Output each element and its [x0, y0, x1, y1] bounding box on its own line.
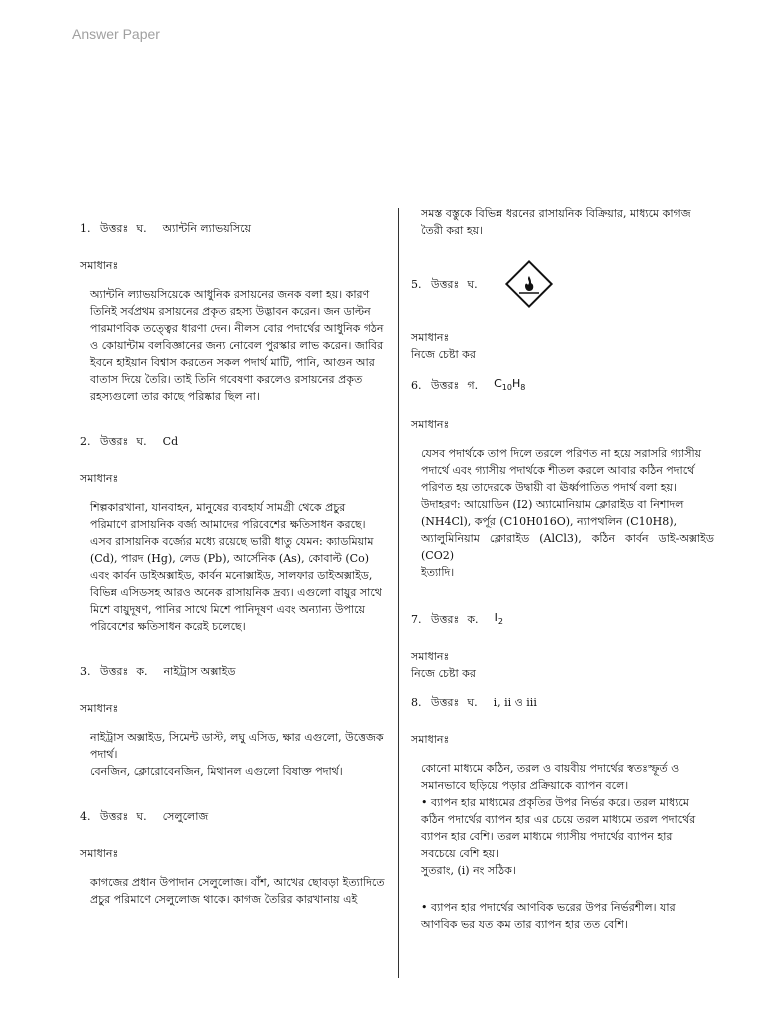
- text-line: রহস্যগুলো তার কাছে পরিষ্কার ছিল না।: [90, 390, 260, 403]
- text-line: (Cd), পারদ (Hg), লেড (Pb), আর্সেনিক (As), কোবাল্ট (Co): [90, 552, 369, 565]
- solution-paragraph: [421, 445, 714, 581]
- question-number: 2.: [80, 435, 91, 448]
- text-line: • ব্যাপন হার মাধ্যমের প্রকৃতির উপর নির্ভর করে। তরল মাধ্যমে: [421, 796, 689, 810]
- answer-text: সেলুলোজ: [162, 810, 209, 823]
- answer-text: i, ii ও iii: [493, 696, 537, 710]
- text-line: সমস্ত বস্তুকে বিভিন্ন ধরনের রাসায়নিক বিক্রিয়ার, মাধ্যমে কাগজ: [421, 207, 691, 220]
- question-number: 1.: [80, 222, 91, 235]
- formula-part: H: [511, 377, 521, 390]
- column-divider: [398, 208, 399, 978]
- text-line: প্রচুর পরিমাণে সেলুলোজ থাকে। কাগজ তৈরির কারখানায় এই: [90, 893, 358, 906]
- text-line: তিনিই সর্বপ্রথম রসায়নের প্রকৃত রহস্য উদ্ভাবন করেন। জন ডাল্টন: [90, 305, 371, 318]
- solution-label: সমাধানঃ: [411, 733, 450, 747]
- text-line: পরিণত হয় তাদেরকে উদ্বায়ী বা ঊর্ধ্বপাতিত পদার্থ বলা হয়।: [421, 481, 677, 495]
- formula-subscript: 10: [501, 383, 512, 393]
- text-line: কোনো মাধ্যমে কঠিন, তরল ও বায়বীয় পদার্থের স্বতঃস্ফূর্ত ও: [421, 762, 680, 776]
- text-line: আণবিক ভর যত কম তার ব্যাপন হার তত বেশি।: [421, 918, 628, 932]
- answer-option: ঘ.: [136, 222, 147, 235]
- text-line: ইবনে হাইয়ান বিশ্বাস করতেন সকল পদার্থ মাটি, পানি, আগুন আর: [90, 356, 375, 369]
- text-line: কঠিন পদার্থের ব্যাপন হার এর চেয়ে তরল মাধ্যমে তরল পদার্থের: [421, 813, 696, 827]
- answer-label: উত্তরঃ: [100, 665, 129, 678]
- text-line: পরিমাণে রাসায়নিক বর্জ্য আমাদের পরিবেশের ক্ষতিসাধন করছে।: [90, 518, 366, 531]
- text-line: (NH4Cl), কর্পূর (C10H016O), ন্যাপথলিন (C10H8),: [421, 515, 678, 529]
- solution-paragraph: [90, 729, 386, 780]
- question-number: 5.: [411, 277, 422, 291]
- answer-option: ক.: [467, 613, 479, 627]
- text-line: বেনজিন, ক্লোরোবেনজিন, মিথানল এগুলো বিষাক্ত পদার্থ।: [90, 765, 343, 778]
- solution-label: সমাধানঃ: [80, 847, 119, 860]
- answer-option: ঘ.: [467, 696, 478, 710]
- question-7-answer: [411, 609, 714, 630]
- question-3-answer: [80, 663, 386, 680]
- answer-label: উত্তরঃ: [431, 277, 460, 291]
- text-line: সমানভাবে ছড়িয়ে পড়ার প্রক্রিয়াকে ব্যাপন বলে।: [421, 779, 629, 793]
- text-line: পদার্থ।: [90, 748, 118, 761]
- right-column: [411, 205, 714, 933]
- answer-label: উত্তরঃ: [431, 379, 460, 393]
- solution-paragraph: [90, 286, 386, 405]
- text-line: • ব্যাপন হার পদার্থের আণবিক ভরের উপর নির্ভরশীল। যার: [421, 901, 676, 915]
- question-8-answer: [411, 694, 714, 711]
- question-5-answer: [411, 267, 714, 301]
- text-line: নাইট্রাস অক্সাইড, সিমেন্ট ডাস্ট, লঘু এসিড, ক্ষার এগুলো, উত্তেজক: [90, 731, 384, 744]
- document-header: Answer Paper: [72, 26, 160, 42]
- text-line: কাগজের প্রধান উপাদান সেলুলোজ। বাঁশ, আখের ছোবড়া ইত্যাদিতে: [90, 876, 385, 889]
- question-number: 7.: [411, 613, 422, 627]
- text-line: অ্যালুমিনিয়াম ক্লোরাইড (AlCl3), কঠিন কার্বন ডাই-অক্সাইড (CO2): [421, 532, 714, 563]
- question-6-answer: [411, 375, 714, 396]
- question-2-answer: [80, 433, 386, 450]
- text-line: সবচেয়ে বেশি হয়।: [421, 847, 500, 861]
- answer-option: ঘ.: [136, 435, 147, 448]
- solution-paragraph: [90, 499, 386, 635]
- solution-label: সমাধানঃ: [411, 418, 450, 432]
- text-line: এসব রাসায়নিক বর্জ্যের মধ্যে রয়েছে ভারী ধাতু যেমন: ক্যাডমিয়াম: [90, 535, 374, 548]
- answer-label: উত্তরঃ: [431, 613, 460, 627]
- answer-label: উত্তরঃ: [100, 435, 129, 448]
- answer-option: গ.: [467, 379, 479, 393]
- answer-option: ঘ.: [136, 810, 147, 823]
- solution-note: নিজে চেষ্টা কর: [411, 667, 476, 681]
- continued-paragraph: [421, 205, 714, 239]
- text-line: উদাহরণ: আয়োডিন (I2) অ্যামোনিয়াম ক্লোরাইড বা নিশাদল: [421, 498, 684, 512]
- answer-text: Cd: [162, 435, 179, 448]
- text-line: ইত্যাদি।: [421, 566, 455, 580]
- question-4-answer: [80, 808, 386, 825]
- text-line: তৈরী করা হয়।: [421, 224, 484, 237]
- text-line: ও কোয়ান্টাম বলবিজ্ঞানের জন্য নোবেল পুরস্কার লাভ করেন। জাবির: [90, 339, 384, 352]
- text-line: শিল্পকারখানা, যানবাহন, মানুষের ব্যবহার্য সামগ্রী থেকে প্রচুর: [90, 501, 346, 514]
- question-number: 8.: [411, 696, 422, 710]
- solution-label: সমাধানঃ: [80, 702, 119, 715]
- text-line: পারমাণবিক তত্ত্বের ধারণা দেন। নীলস বোর পদার্থের আধুনিক গঠন: [90, 322, 384, 335]
- solution-paragraph: [421, 899, 714, 933]
- text-line: বিভিন্ন এসিডসহ আরও অনেক রাসায়নিক দ্রব্য। এগুলো বায়ুর সাথে: [90, 586, 382, 599]
- text-line: পদার্থে এবং গ্যাসীয় পদার্থকে শীতল করলে আবার কঠিন পদার্থে: [421, 464, 695, 478]
- answer-text: অ্যান্টনি ল্যাভয়সিয়ে: [162, 222, 251, 235]
- answer-label: উত্তরঃ: [100, 810, 129, 823]
- answer-option: ঘ.: [467, 277, 478, 291]
- formula-subscript: 2: [497, 617, 503, 627]
- solution-label: সমাধানঃ: [80, 259, 119, 272]
- solution-paragraph: [90, 874, 386, 908]
- solution-paragraph: [421, 760, 714, 879]
- question-1-answer: [80, 220, 386, 237]
- solution-label: সমাধানঃ: [80, 472, 119, 485]
- text-line: যেসব পদার্থকে তাপ দিলে তরলে পরিণত না হয়ে সরাসরি গ্যাসীয়: [421, 447, 702, 461]
- answer-formula: [495, 609, 503, 630]
- answer-label: উত্তরঃ: [100, 222, 129, 235]
- text-line: ব্যাপন হার বেশি। তরল মাধ্যমে গ্যাসীয় পদার্থের ব্যাপন হার: [421, 830, 673, 844]
- text-line: বাতাস দিয়ে তৈরি। তাই তিনি গবেষণা করলেও রসায়নের প্রকৃত: [90, 373, 363, 386]
- solution-label: সমাধানঃ: [411, 331, 450, 344]
- answer-label: উত্তরঃ: [431, 696, 460, 710]
- question-number: 6.: [411, 379, 422, 393]
- answer-formula: [494, 375, 525, 396]
- text-line: এবং কার্বন ডাইঅক্সাইড, কার্বন মনোক্সাইড, সালফার ডাইঅক্সাইড,: [90, 569, 373, 582]
- question-number: 4.: [80, 810, 91, 823]
- left-column: [80, 220, 386, 908]
- text-line: মিশে বায়ুদূষণ, পানির সাথে মিশে পানিদূষণ এবং অন্যান্য উপায়ে: [90, 603, 365, 616]
- solution-note: নিজে চেষ্টা কর: [411, 348, 476, 361]
- answer-text: নাইট্রাস অক্সাইড: [163, 665, 236, 678]
- text-line: পরিবেশের ক্ষতিসাধন করেই চলেছে।: [90, 620, 246, 633]
- answer-option: ক.: [136, 665, 148, 678]
- question-number: 3.: [80, 665, 91, 678]
- formula-part: C: [494, 377, 502, 390]
- solution-label: সমাধানঃ: [411, 650, 450, 664]
- formula-subscript: 8: [520, 383, 526, 393]
- text-line: সুতরাং, (i) নং সঠিক।: [421, 864, 516, 878]
- formula-part: I: [494, 611, 498, 625]
- text-line: অ্যান্টনি ল্যাভয়সিয়েকে আধুনিক রসায়নের জনক বলা হয়। কারণ: [90, 288, 370, 301]
